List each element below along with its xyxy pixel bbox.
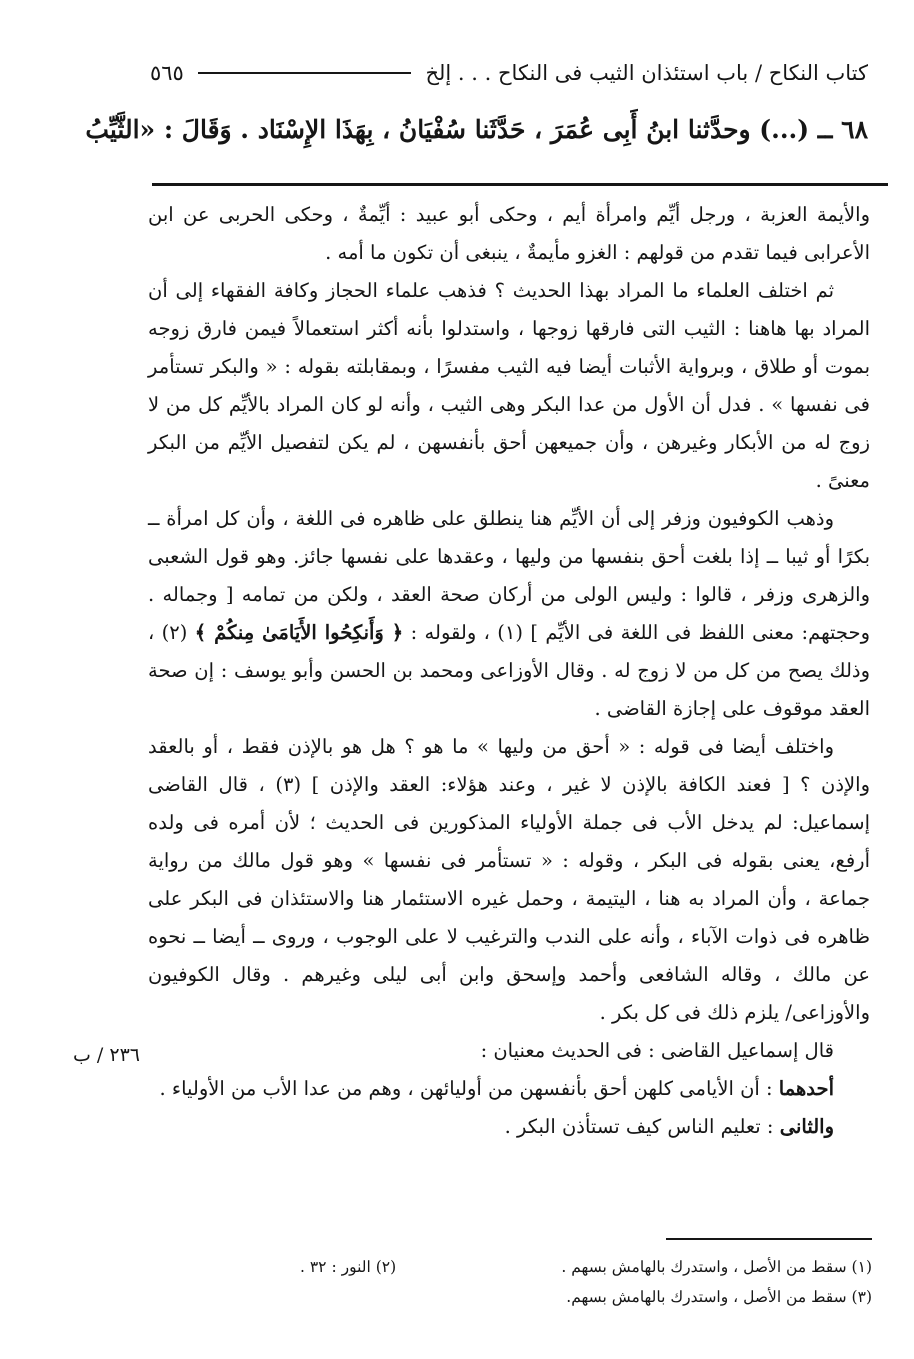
footnote-row-1 [240,1252,872,1282]
paragraph-3 [148,500,870,728]
paragraph-5: قال إسماعيل القاضى : فى الحديث معنيان : [480,1039,834,1062]
page-number: ٥٦٥ [150,61,184,85]
commentary-body [148,196,870,1146]
footnote-2: (٢) النور : ٣٢ . [300,1258,397,1276]
footnote-1: (١) سقط من الأصل ، واستدرك بالهامش بسهم . [561,1258,872,1276]
footnote-row-2 [240,1282,872,1312]
paragraph-1: والأيمة العزبة ، ورجل أيِّم وامرأة أيم ، وحكى أبو عبيد : أيِّمةٌ ، وحكى الحربى عن ابن الأعرابى فيما تقدم من قولهم : الغزو مأيمةٌ ، ينبغى أن تكون ما أمه . [148,203,870,264]
footnote-3: (٣) سقط من الأصل ، واستدرك بالهامش بسهم. [566,1288,872,1306]
chapter-title: كتاب النكاح / باب استئذان الثيب فى النكاح . . . إلخ [425,61,868,85]
paragraph-7 [148,1108,870,1146]
header-rule [198,72,412,74]
section-divider [152,183,888,186]
first-meaning-text: : أن الأيامى كلهن أحق بأنفسهن من أوليائهن ، وهم من عدا الأب من الأولياء . [159,1077,779,1100]
paragraph-3-part-a: وذهب الكوفيون وزفر إلى أن الأيِّم هنا ينطلق على ظاهره فى اللغة ، وأن كل امرأة ــ بكرًا أو ثيبا ــ إذا بلغت أحق بنفسها من وليها ، وعقدها على نفسها جائز. وهو قول الشعبى والزهرى وزفر ، قالوا : وليس الولى من أركان صحة العقد ، ولكن من تمامه [ وجماله . وحجتهم: معنى اللفظ فى اللغة فى الأيِّم ] (١) ، ولقوله : [148,507,870,644]
quran-verse: ﴿ وَأَنكِحُوا الأَيَامَىٰ مِنكُمْ ﴾ [194,621,404,644]
manuscript-folio-note: ٢٣٦ / ب [73,1044,140,1066]
paragraph-6 [148,1070,870,1108]
second-meaning-label: والثانى [779,1115,834,1138]
first-meaning-label: أحدهما [778,1077,834,1100]
footnote-divider [666,1238,872,1240]
paragraph-3-part-b: (٢) ، وذلك يصح من كل من لا زوج له . وقال الأوزاعى ومحمد بن الحسن وأبو يوسف : إن صحة العقد موقوف على إجازة القاضى . [148,621,870,720]
footnotes [240,1252,872,1312]
running-header [150,56,868,90]
hadith-text: ٦٨ ــ (...) وحدَّثنا ابنُ أَبِى عُمَرَ ، حَدَّثَنا سُفْيَانُ ، بِهَذَا الإِسْنَاد . وَقَالَ : «الثَّيِّبُ [85,115,868,144]
paragraph-4: واختلف أيضا فى قوله : « أحق من وليها » ما هو ؟ هل هو بالإذن فقط ، أو بالعقد والإذن ؟ [ فعند الكافة بالإذن لا غير ، وعند هؤلاء: العقد والإذن ] (٣) ، قال القاضى إسماعيل: لم يدخل الأب فى جملة الأولياء المذكورين فى الحديث ؛ لأن أمره فى ولده أرفع، يعنى بقوله فى البكر ، وقوله : « تستأمر فى نفسها » وهو قول مالك من رواية جماعة ، وأن المراد به هنا ، اليتيمة ، وحمل غيره الاستئمار هنا والاستئذان فى البكر على ظاهره فى ذوات الآباء ، وأنه على الندب والترغيب لا على الوجوب ، وروى ــ أيضا ــ نحوه عن مالك ، وقاله الشافعى وأحمد وإسحق وابن أبى ليلى وغيرهم . وقال الكوفيون والأوزاعى/ يلزم ذلك فى كل بكر . [148,735,870,1024]
second-meaning-text: : تعليم الناس كيف تستأذن البكر . [504,1115,780,1138]
paragraph-2: ثم اختلف العلماء ما المراد بهذا الحديث ؟ فذهب علماء الحجاز وكافة الفقهاء إلى أن المراد بها هاهنا : الثيب التى فارقها زوجها ، واستدلوا بأنه أكثر استعمالاً فيمن فارق زوجه بموت أو طلاق ، وبرواية الأثبات أيضا فيه الثيب مفسرًا ، وبمقابلته بقوله : « والبكر تستأمر فى نفسها » . فدل أن الأول من عدا البكر وهى الثيب ، وأنه لو كان المراد بالأيِّم كل من لا زوج له من الأبكار وغيرهن ، وأن جميعهن أحق بأنفسهن ، لم يكن لتفصيل الأيِّم من البكر معنىً . [148,279,870,492]
